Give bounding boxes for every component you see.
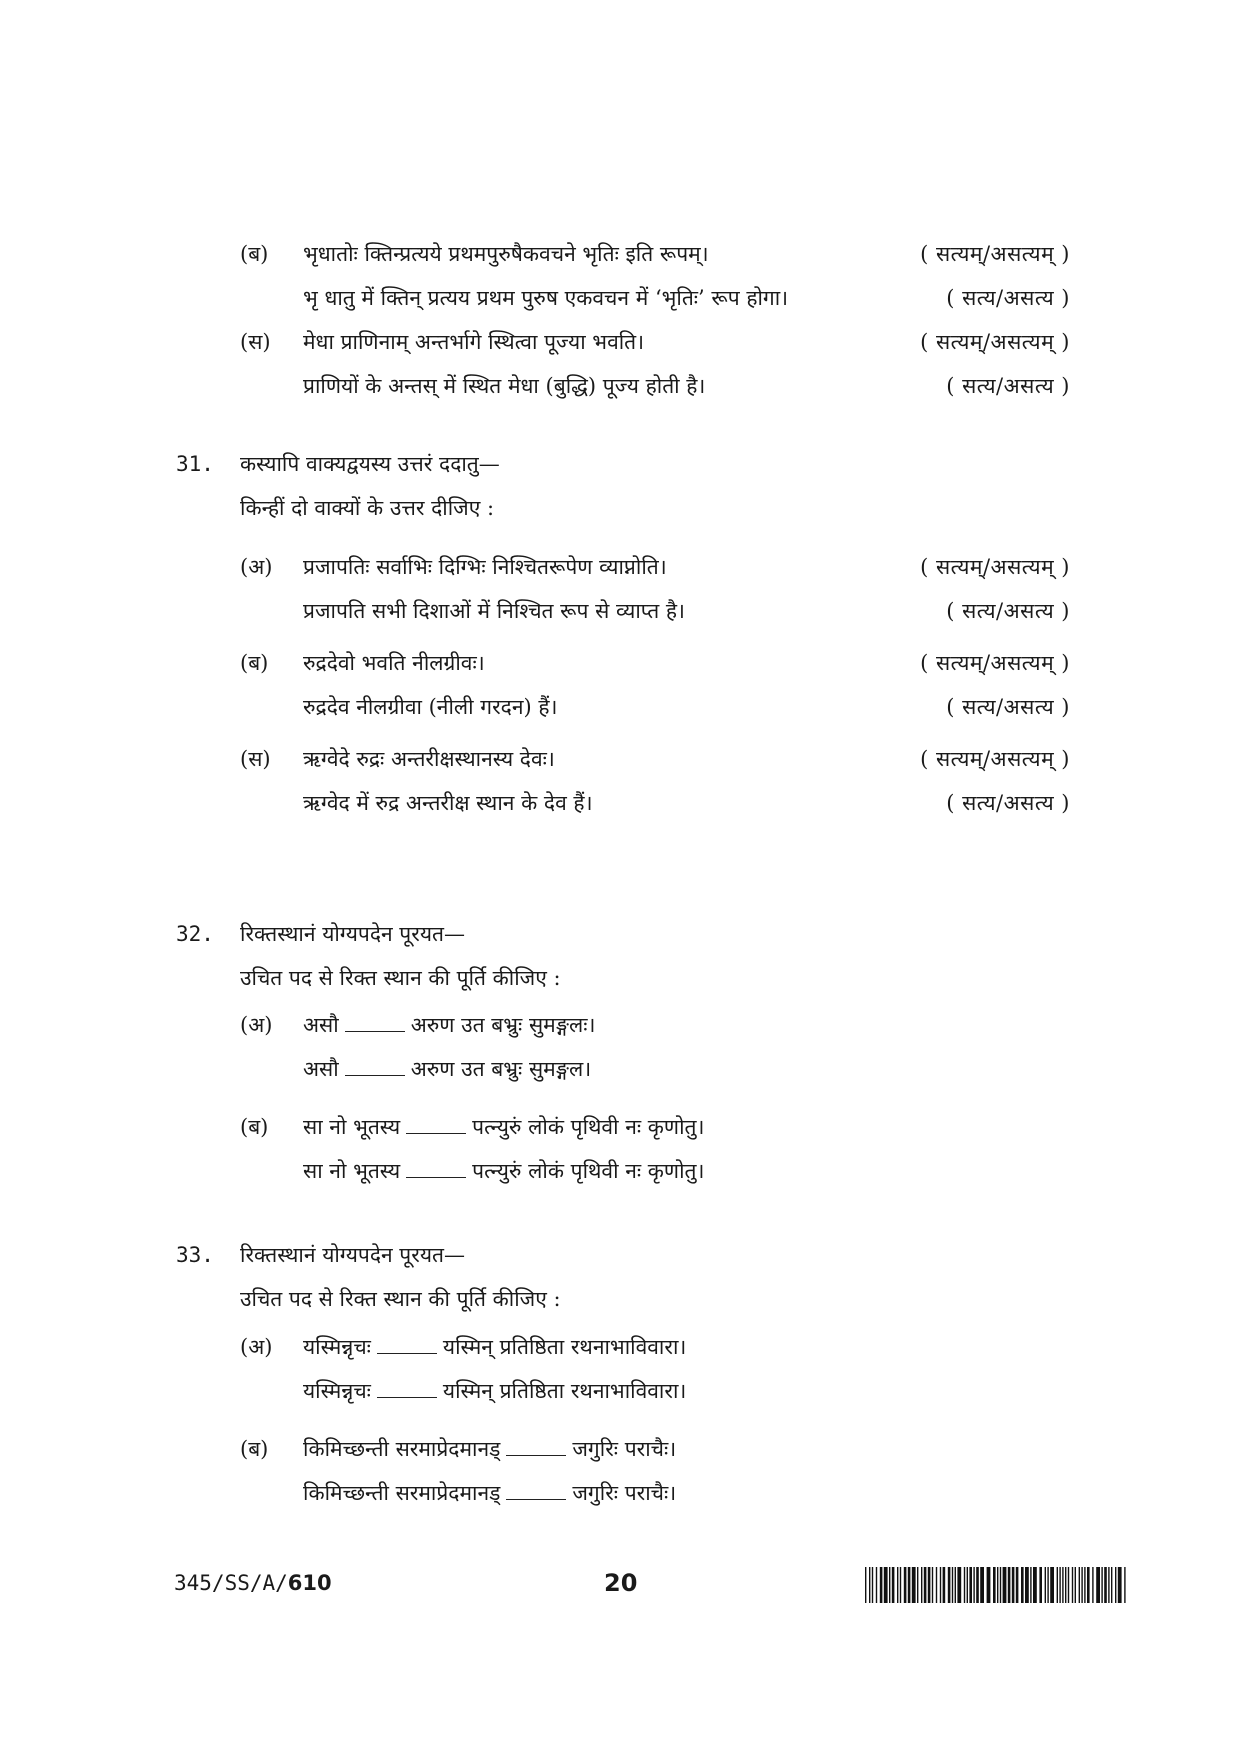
barcode-bar bbox=[957, 1567, 961, 1603]
paper-code bbox=[174, 1571, 332, 1595]
true-false-sanskrit: ( सत्यम्/असत्यम् ) bbox=[920, 747, 1070, 771]
item-b-prev-hindi-row bbox=[0, 276, 1241, 320]
blank-suffix: यस्मिन् प्रतिष्ठिता रथनाभाविवारा। bbox=[442, 1335, 687, 1359]
barcode-bar bbox=[993, 1567, 996, 1603]
item-label: (अ) bbox=[240, 1335, 273, 1359]
hindi-statement: भृ धातु में क्तिन् प्रत्यय प्रथम पुरुष एकवचन में ‘भृतिः’ रूप होगा। bbox=[303, 286, 789, 310]
question-instruction-sanskrit: रिक्तस्थानं योग्यपदेन पूरयत— bbox=[240, 922, 465, 946]
barcode-bar bbox=[1045, 1567, 1046, 1603]
q31-item-a-hindi-row bbox=[0, 589, 1241, 633]
barcode-bar bbox=[897, 1567, 898, 1603]
blank-prefix: सा नो भूतस्य bbox=[303, 1159, 401, 1183]
barcode-bar bbox=[912, 1567, 916, 1603]
true-false-hindi: ( सत्य/असत्य ) bbox=[946, 599, 1070, 623]
barcode-bar bbox=[1047, 1567, 1048, 1603]
true-false-sanskrit: ( सत्यम्/असत्यम् ) bbox=[920, 330, 1070, 354]
q33-item-a-line2 bbox=[0, 1369, 1241, 1413]
blank-suffix: जगुरिः पराचैः। bbox=[572, 1481, 677, 1505]
item-label: (ब) bbox=[240, 1115, 269, 1139]
barcode-bar bbox=[1062, 1567, 1063, 1603]
item-label: (स) bbox=[240, 747, 271, 771]
barcode-bar bbox=[987, 1567, 991, 1603]
barcode-bar bbox=[932, 1567, 933, 1603]
barcode-bar bbox=[869, 1567, 870, 1603]
barcode-bar bbox=[1115, 1567, 1116, 1603]
barcode-bar bbox=[1003, 1567, 1007, 1603]
true-false-hindi: ( सत्य/असत्य ) bbox=[946, 374, 1070, 398]
question-number: 32. bbox=[176, 922, 214, 946]
fill-blank-line bbox=[303, 1471, 676, 1515]
barcode-bar bbox=[1033, 1567, 1037, 1603]
q32-item-a-line2 bbox=[0, 1047, 1241, 1091]
barcode-bar bbox=[892, 1567, 895, 1603]
barcode-bar bbox=[1008, 1567, 1011, 1603]
q31-item-s-sanskrit-row bbox=[0, 737, 1241, 781]
item-b-prev-sanskrit-row bbox=[0, 232, 1241, 276]
hindi-statement: प्रजापति सभी दिशाओं में निश्चित रूप से व्याप्त है। bbox=[303, 599, 685, 623]
hindi-statement: ऋग्वेद में रुद्र अन्तरीक्ष स्थान के देव हैं। bbox=[303, 791, 593, 815]
barcode-bar bbox=[997, 1567, 998, 1603]
barcode-bar bbox=[908, 1567, 911, 1603]
barcode-bar bbox=[1104, 1567, 1107, 1603]
item-label: (ब) bbox=[240, 1437, 269, 1461]
blank-prefix: किमिच्छन्ती सरमाप्रेदमानड् bbox=[303, 1437, 501, 1461]
blank bbox=[406, 1111, 466, 1134]
page-number: 20 bbox=[604, 1569, 638, 1597]
barcode-bar bbox=[969, 1567, 972, 1603]
barcode-bar bbox=[865, 1567, 866, 1603]
fill-blank-line bbox=[303, 1105, 704, 1149]
barcode-bar bbox=[889, 1567, 890, 1603]
question-32-subheading bbox=[0, 956, 1241, 1000]
question-instruction-hindi: उचित पद से रिक्त स्थान की पूर्ति कीजिए : bbox=[240, 1287, 561, 1311]
barcode-bar bbox=[1065, 1567, 1066, 1603]
q32-item-b-line2 bbox=[0, 1149, 1241, 1193]
paper-code-prefix: 345/SS/A/ bbox=[174, 1571, 288, 1595]
blank bbox=[377, 1375, 437, 1398]
barcode-bar bbox=[1021, 1567, 1024, 1603]
blank-prefix: असौ bbox=[303, 1057, 339, 1081]
barcode-bar bbox=[1025, 1567, 1029, 1603]
barcode-bar bbox=[980, 1567, 984, 1603]
true-false-hindi: ( सत्य/असत्य ) bbox=[946, 286, 1070, 310]
barcode-bar bbox=[872, 1567, 873, 1603]
fill-blank-line bbox=[303, 1369, 686, 1413]
barcode-bar bbox=[884, 1567, 888, 1603]
barcode-bar bbox=[943, 1567, 946, 1603]
fill-blank-line bbox=[303, 1003, 595, 1047]
barcode-icon bbox=[865, 1567, 1129, 1603]
barcode-bar bbox=[1012, 1567, 1015, 1603]
question-instruction-sanskrit: रिक्तस्थानं योग्यपदेन पूरयत— bbox=[240, 1243, 465, 1267]
paper-code-number: 610 bbox=[287, 1571, 332, 1595]
blank-suffix: पत्न्युरुं लोकं पृथिवी नः कृणोतु। bbox=[472, 1115, 705, 1139]
blank-suffix: पत्न्युरुं लोकं पृथिवी नः कृणोतु। bbox=[472, 1159, 705, 1183]
sanskrit-statement: प्रजापतिः सर्वाभिः दिग्भिः निश्चितरूपेण व्याप्नोति। bbox=[303, 555, 667, 579]
barcode-bar bbox=[1075, 1567, 1076, 1603]
item-s-prev-sanskrit-row bbox=[0, 320, 1241, 364]
question-number: 33. bbox=[176, 1243, 214, 1267]
q31-item-b-sanskrit-row bbox=[0, 641, 1241, 685]
barcode-bar bbox=[1072, 1567, 1073, 1603]
item-label: (अ) bbox=[240, 1013, 273, 1037]
barcode-bar bbox=[904, 1567, 907, 1603]
hindi-statement: रुद्रदेव नीलग्रीवा (नीली गरदन) हैं। bbox=[303, 695, 558, 719]
q31-item-b-hindi-row bbox=[0, 685, 1241, 729]
blank-prefix: यस्मिन्नृचः bbox=[303, 1379, 371, 1403]
q33-item-a-line1 bbox=[0, 1325, 1241, 1369]
barcode-bar bbox=[940, 1567, 941, 1603]
blank-prefix: असौ bbox=[303, 1013, 339, 1037]
item-s-prev-hindi-row bbox=[0, 364, 1241, 408]
item-label: (ब) bbox=[240, 651, 269, 675]
q31-item-s-hindi-row bbox=[0, 781, 1241, 825]
blank bbox=[506, 1477, 566, 1500]
barcode-bar bbox=[1050, 1567, 1054, 1603]
barcode-bar bbox=[1057, 1567, 1058, 1603]
barcode-bar bbox=[1030, 1567, 1031, 1603]
barcode-bar bbox=[1068, 1567, 1069, 1603]
fill-blank-line bbox=[303, 1047, 591, 1091]
barcode-bar bbox=[1081, 1567, 1082, 1603]
barcode-bar bbox=[1092, 1567, 1093, 1603]
barcode-bar bbox=[1108, 1567, 1109, 1603]
item-label: (स) bbox=[240, 330, 271, 354]
barcode-bar bbox=[1118, 1567, 1122, 1603]
barcode-bar bbox=[955, 1567, 956, 1603]
blank-prefix: किमिच्छन्ती सरमाप्रेदमानड् bbox=[303, 1481, 501, 1505]
barcode-bar bbox=[880, 1567, 883, 1603]
item-label: (अ) bbox=[240, 555, 273, 579]
barcode-bar bbox=[1101, 1567, 1102, 1603]
barcode-bar bbox=[900, 1567, 901, 1603]
blank bbox=[345, 1053, 405, 1076]
blank bbox=[345, 1009, 405, 1032]
blank-prefix: सा नो भूतस्य bbox=[303, 1115, 401, 1139]
barcode-bar bbox=[952, 1567, 953, 1603]
sanskrit-statement: मेधा प्राणिनाम् अन्तर्भागे स्थित्वा पूज्या भवति। bbox=[303, 330, 645, 354]
barcode-bar bbox=[936, 1567, 937, 1603]
question-31-heading bbox=[0, 442, 1241, 486]
barcode-bar bbox=[921, 1567, 922, 1603]
barcode-bar bbox=[1096, 1567, 1100, 1603]
barcode-bar bbox=[976, 1567, 979, 1603]
barcode-bar bbox=[1000, 1567, 1001, 1603]
barcode-bar bbox=[964, 1567, 965, 1603]
question-number: 31. bbox=[176, 452, 214, 476]
barcode-bar bbox=[1059, 1567, 1060, 1603]
barcode-bar bbox=[924, 1567, 927, 1603]
q31-item-a-sanskrit-row bbox=[0, 545, 1241, 589]
true-false-sanskrit: ( सत्यम्/असत्यम् ) bbox=[920, 555, 1070, 579]
barcode-bar bbox=[1039, 1567, 1042, 1603]
question-instruction-hindi: उचित पद से रिक्त स्थान की पूर्ति कीजिए : bbox=[240, 966, 561, 990]
blank-suffix: जगुरिः पराचैः। bbox=[572, 1437, 677, 1461]
item-label: (ब) bbox=[240, 242, 269, 266]
sanskrit-statement: भृधातोः क्तिन्प्रत्यये प्रथमपुरुषैकवचने भृतिः इति रूपम्। bbox=[303, 242, 709, 266]
question-instruction-hindi: किन्हीं दो वाक्यों के उत्तर दीजिए : bbox=[240, 496, 495, 520]
blank bbox=[506, 1433, 566, 1456]
barcode-bar bbox=[1016, 1567, 1019, 1603]
barcode-bar bbox=[1084, 1567, 1085, 1603]
barcode-bar bbox=[948, 1567, 951, 1603]
blank-suffix: अरुण उत बभ्रुः सुमङ्गलः। bbox=[410, 1013, 596, 1037]
blank bbox=[377, 1331, 437, 1354]
sanskrit-statement: ऋग्वेदे रुद्रः अन्तरीक्षस्थानस्य देवः। bbox=[303, 747, 555, 771]
barcode-bar bbox=[973, 1567, 974, 1603]
barcode-bar bbox=[928, 1567, 931, 1603]
fill-blank-line bbox=[303, 1149, 704, 1193]
question-33-subheading bbox=[0, 1277, 1241, 1321]
question-32-heading bbox=[0, 912, 1241, 956]
question-33-heading bbox=[0, 1233, 1241, 1277]
q32-item-b-line1 bbox=[0, 1105, 1241, 1149]
true-false-hindi: ( सत्य/असत्य ) bbox=[946, 791, 1070, 815]
q32-item-a-line1 bbox=[0, 1003, 1241, 1047]
true-false-sanskrit: ( सत्यम्/असत्यम् ) bbox=[920, 651, 1070, 675]
fill-blank-line bbox=[303, 1427, 676, 1471]
fill-blank-line bbox=[303, 1325, 686, 1369]
barcode-bar bbox=[1087, 1567, 1090, 1603]
true-false-hindi: ( सत्य/असत्य ) bbox=[946, 695, 1070, 719]
barcode-bar bbox=[876, 1567, 877, 1603]
question-31-subheading bbox=[0, 486, 1241, 530]
q33-item-b-line1 bbox=[0, 1427, 1241, 1471]
barcode-bar bbox=[1124, 1567, 1125, 1603]
q33-item-b-line2 bbox=[0, 1471, 1241, 1515]
blank-prefix: यस्मिन्नृचः bbox=[303, 1335, 371, 1359]
barcode-bar bbox=[1111, 1567, 1112, 1603]
blank bbox=[406, 1155, 466, 1178]
true-false-sanskrit: ( सत्यम्/असत्यम् ) bbox=[920, 242, 1070, 266]
question-instruction-sanskrit: कस्यापि वाक्यद्वयस्य उत्तरं ददातु— bbox=[240, 452, 500, 476]
hindi-statement: प्राणियों के अन्तस् में स्थित मेधा (बुद्धि) पूज्य होती है। bbox=[303, 374, 706, 398]
blank-suffix: अरुण उत बभ्रुः सुमङ्गल। bbox=[410, 1057, 592, 1081]
page-footer bbox=[0, 1565, 1241, 1605]
sanskrit-statement: रुद्रदेवो भवति नीलग्रीवः। bbox=[303, 651, 485, 675]
barcode-bar bbox=[917, 1567, 918, 1603]
barcode-bar bbox=[967, 1567, 968, 1603]
blank-suffix: यस्मिन् प्रतिष्ठिता रथनाभाविवारा। bbox=[442, 1379, 687, 1403]
barcode-bar bbox=[1079, 1567, 1080, 1603]
